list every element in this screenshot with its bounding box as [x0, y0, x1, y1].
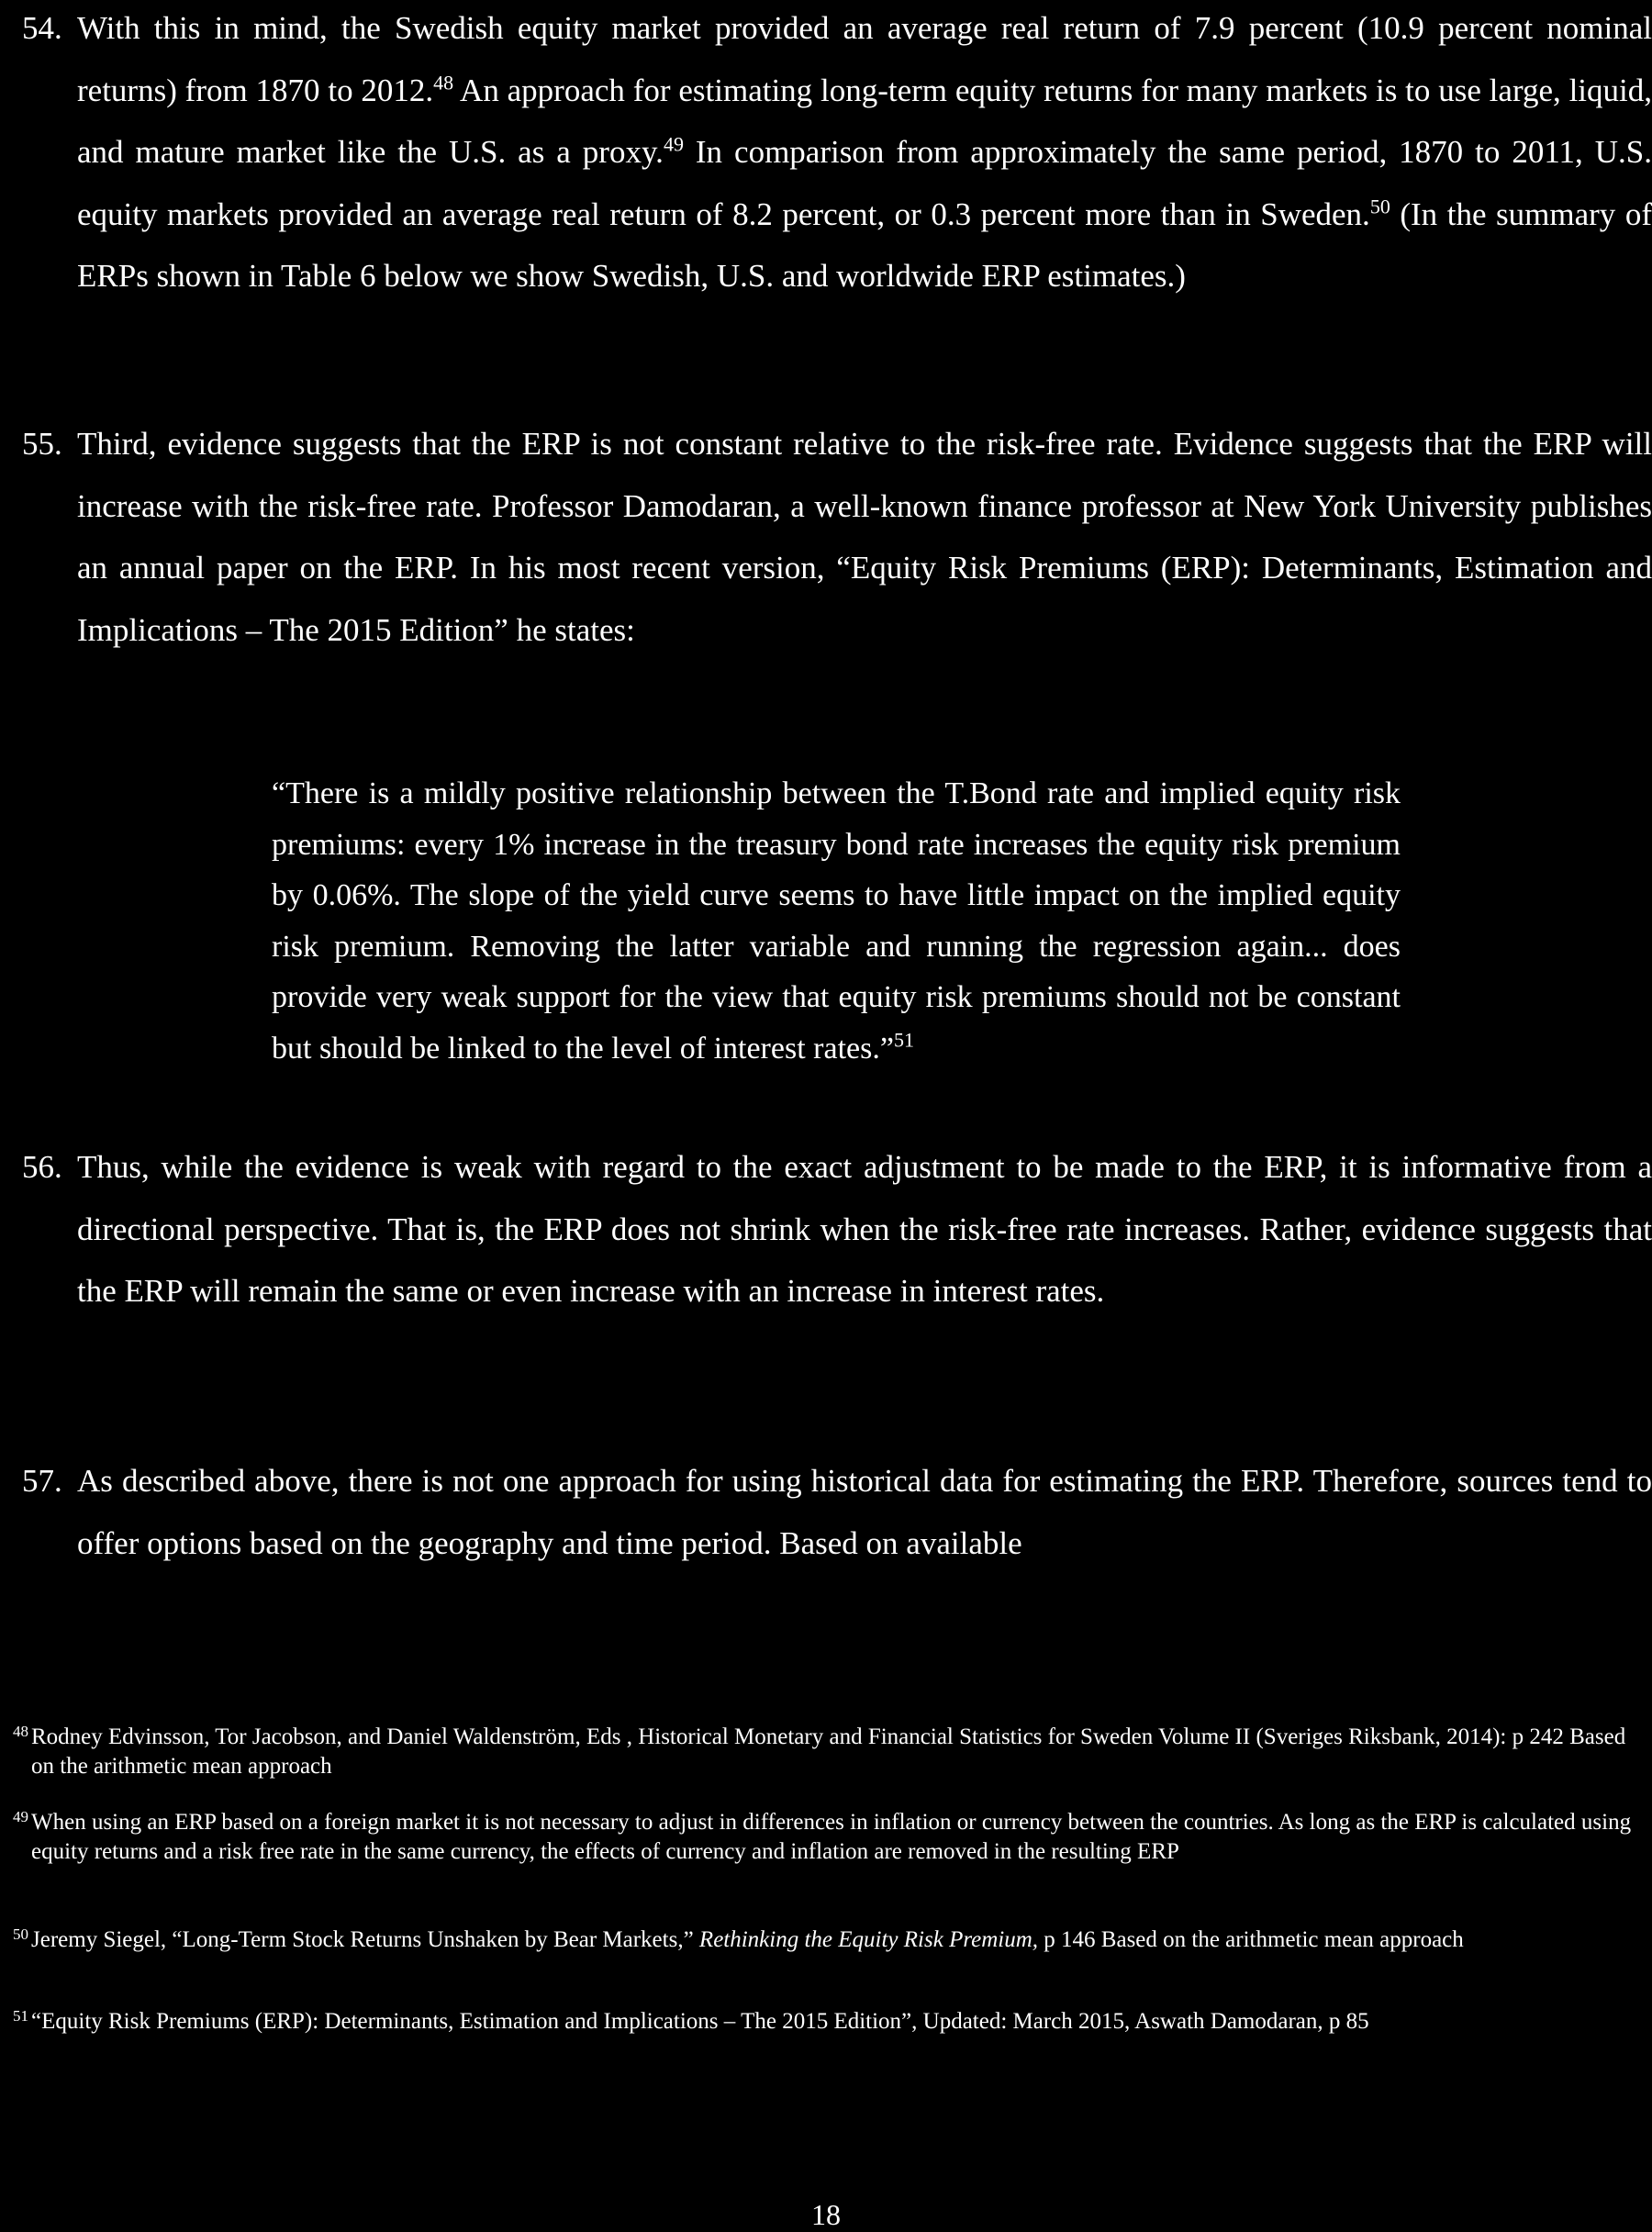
footnote-ref-50[interactable]: 50	[1369, 194, 1390, 218]
footnote-number: 51	[13, 2007, 28, 2025]
footnote-text: Rodney Edvinsson, Tor Jacobson, and Daniel Waldenström, Eds , Historical Monetary and Financial Statistics for Sweden Volume II (Sveriges Riksbank, 2014): p 242 Based on the arithmetic mean approach	[31, 1724, 1626, 1779]
footnote-48	[13, 1723, 1652, 1781]
paragraph-number: 54.	[22, 10, 62, 46]
footnote-number: 48	[13, 1723, 28, 1740]
footnote-ref-48[interactable]: 48	[433, 70, 454, 94]
paragraph-57	[22, 1450, 1652, 1574]
paragraph-56	[22, 1136, 1652, 1322]
paragraph-text: An approach for estimating long-term equity returns for many markets is to use large, liquid, and mature market like the U.S. as a proxy.	[77, 72, 1652, 170]
footnote-number: 49	[13, 1808, 28, 1825]
paragraph-55	[22, 413, 1652, 661]
paragraph-text: As described above, there is not one approach for using historical data for estimating the ERP. Therefore, sources tend to offer options based on the geography and time period. Based on available	[77, 1463, 1652, 1561]
paragraph-text: In comparison from approximately the same period, 1870 to 2011, U.S. equity markets provided an average real return of 8.2 percent, or 0.3 percent more than in Sweden.	[77, 134, 1652, 232]
paragraph-54	[22, 0, 1652, 307]
paragraph-text: Thus, while the evidence is weak with regard to the exact adjustment to be made to the ERP, it is informative from a directional perspective. That is, the ERP does not shrink when the risk-free rate increases. Rather, evidence suggests that the ERP will remain the same or even increase with an increase in interest rates.	[77, 1149, 1652, 1309]
paragraph-text: (In the summary of ERPs shown in Table 6 below we show Swedish, U.S. and worldwide ERP estimates.)	[77, 195, 1652, 294]
paragraph-number: 57.	[22, 1463, 62, 1499]
footnote-source-title: Rethinking the Equity Risk Premium,	[698, 1927, 1039, 1952]
page-number: 18	[811, 2198, 841, 2231]
footnote-number: 50	[13, 1925, 28, 1943]
footnote-ref-51[interactable]: 51	[893, 1028, 914, 1052]
paragraph-number: 55.	[22, 426, 62, 462]
footnote-text: p 146 Based on the arithmetic mean approach	[1038, 1927, 1464, 1952]
footnote-51	[13, 2007, 1652, 2037]
paragraph-text: Third, evidence suggests that the ERP is not constant relative to the risk-free rate. Evidence suggests that the ERP will increase with the risk-free rate. Professor Damodaran, a well-known finance professor at New York University publishes an annual paper on the ERP. In his most recent version, “Equity Risk Premiums (ERP): Determinants, Estimation and Implications – The 2015 Edition” he states:	[77, 426, 1652, 648]
footnote-text: Jeremy Siegel, “Long-Term Stock Returns Unshaken by Bear Markets,”	[31, 1927, 699, 1952]
footnote-text: When using an ERP based on a foreign market it is not necessary to adjust in differences in inflation or currency between the countries. As long as the ERP is calculated using equity returns and a risk free rate in the same currency, the effects of currency and inflation are removed in the resulting ERP	[31, 1810, 1632, 1864]
paragraph-number: 56.	[22, 1149, 62, 1185]
footnote-50	[13, 1925, 1652, 1955]
paragraph-text: With this in mind, the Swedish equity market provided an average real return of 7.9 percent (10.9 percent nominal returns) from 1870 to 2012.	[77, 10, 1652, 108]
footnote-49	[13, 1808, 1652, 1867]
block-quote	[272, 768, 1401, 1074]
quote-text: “There is a mildly positive relationship between the T.Bond rate and implied equity risk premiums: every 1% increase in the treasury bond rate increases the equity risk premium by 0.06%. The slope of the yield curve seems to have little impact on the implied equity risk premium. Removing the latter variable and running the regression again... does provide very weak support for the view that equity risk premiums should not be constant but should be linked to the level of interest rates.”	[272, 776, 1401, 1066]
footnote-ref-49[interactable]: 49	[663, 132, 684, 156]
footnote-text: “Equity Risk Premiums (ERP): Determinants, Estimation and Implications – The 2015 Edition”, Updated: March 2015, Aswath Damodaran, p 85	[31, 2009, 1369, 2034]
